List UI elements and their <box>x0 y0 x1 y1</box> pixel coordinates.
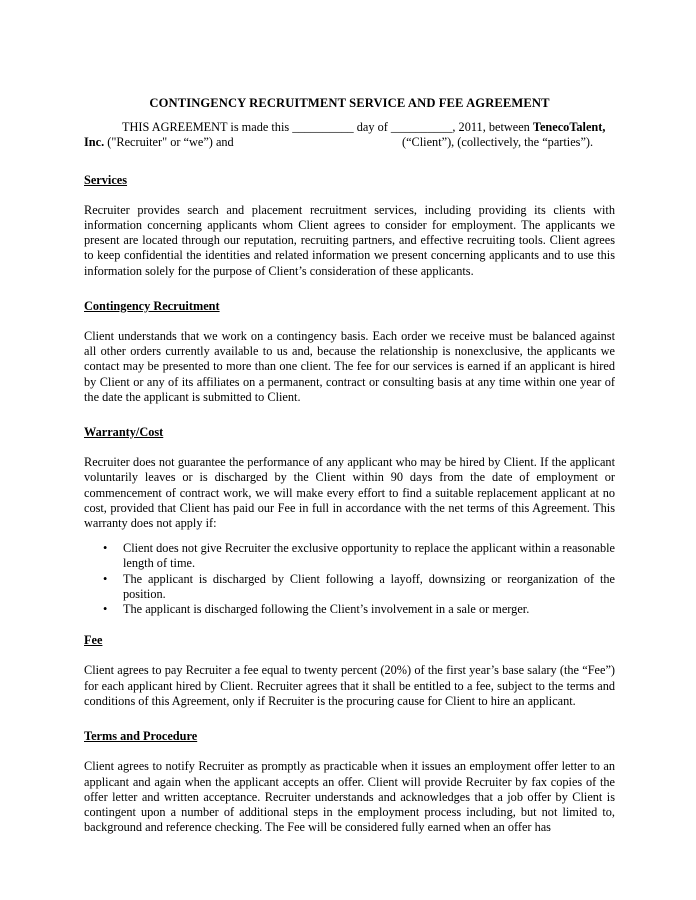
document-title: CONTINGENCY RECRUITMENT SERVICE AND FEE AGREEMENT <box>149 96 550 110</box>
bullet-icon: • <box>103 571 108 586</box>
list-item-text: Client does not give Recruiter the exclusive opportunity to replace the applicant within a reasonable length of time. <box>123 541 615 571</box>
recruiter-designation: ("Recruiter" or “we”) and <box>104 135 234 150</box>
client-designation: (“Client”), (collectively, the “parties”). <box>402 135 594 150</box>
list-item-text: The applicant is discharged by Client following a layoff, downsizing or reorganization of the position. <box>123 571 615 601</box>
section-text-terms: Client agrees to notify Recruiter as promptly as practicable when it issues an employment offer letter to an applicant and again when the applicant accepts an offer. Client will provide Recruiter by fax copies of the offer letter and written acceptance. Recruiter understands and acknowledges that a job offer by Client is contingent upon a number of additional steps in the employment process including, but not limited to, background and reference checking. The Fee will be considered fully earned when an offer has <box>84 759 615 835</box>
section-heading-contingency: Contingency Recruitment <box>84 298 220 313</box>
section-heading-warranty: Warranty/Cost <box>84 425 164 440</box>
list-item <box>84 572 615 602</box>
section-heading-terms: Terms and Procedure <box>84 729 198 744</box>
company-name: TenecoTalent, <box>532 120 606 135</box>
section-text-warranty: Recruiter does not guarantee the performance of any applicant who may be hired by Client. If the applicant voluntarily leaves or is discharged by the Client within 90 days from the date of employment or commencement of contract work, we will make every effort to find a suitable replacement applicant at no cost, provided that Client has paid our Fee in full in accordance with the net terms of this Agreement. This warranty does not apply if: <box>84 455 615 531</box>
intro-line-2 <box>84 135 615 150</box>
document-page <box>84 96 615 850</box>
section-heading-services: Services <box>84 172 128 187</box>
bullet-icon: • <box>103 602 108 617</box>
list-item-text: The applicant is discharged following the Client’s involvement in a sale or merger. <box>123 602 530 617</box>
intro-line-2-left <box>84 135 402 150</box>
bullet-icon: • <box>103 541 108 556</box>
section-text-fee: Client agrees to pay Recruiter a fee equal to twenty percent (20%) of the first year’s base salary (the “Fee”) for each applicant hired by Client. Recruiter agrees that it shall be entitled to a fee, subject to the terms and conditions of this Agreement, only if Recruiter is the procuring cause for Client to hire an applicant. <box>84 663 615 708</box>
list-item <box>84 602 615 617</box>
section-text-services: Recruiter provides search and placement recruitment services, including providing its clients with information concerning applicants whom Client agrees to consider for employment. The applicants we present are located through our reputation, recruiting partners, and effective recruiting tools. Client agrees to keep confidential the identities and related information we present concerning applicants and to use this information solely for the purpose of Client’s consideration of these applicants. <box>84 202 615 278</box>
intro-line-1 <box>84 120 615 135</box>
warranty-exclusions-list <box>84 541 615 617</box>
intro-paragraph <box>84 120 615 150</box>
section-text-contingency: Client understands that we work on a contingency basis. Each order we receive must be balanced against all other orders currently available to us and, because the relationship is nonexclusive, the applicants we contact may be presented to more than one client. The fee for our services is earned if an applicant is hired by Client or any of its affiliates on a permanent, contract or consulting basis at any time within one year of the date the applicant is submitted to Client. <box>84 329 615 404</box>
company-suffix: Inc. <box>84 135 105 150</box>
section-heading-fee: Fee <box>84 633 103 648</box>
intro-text-1: THIS AGREEMENT is made this __________ day of __________, 2011, between <box>122 120 533 135</box>
list-item <box>84 541 615 571</box>
